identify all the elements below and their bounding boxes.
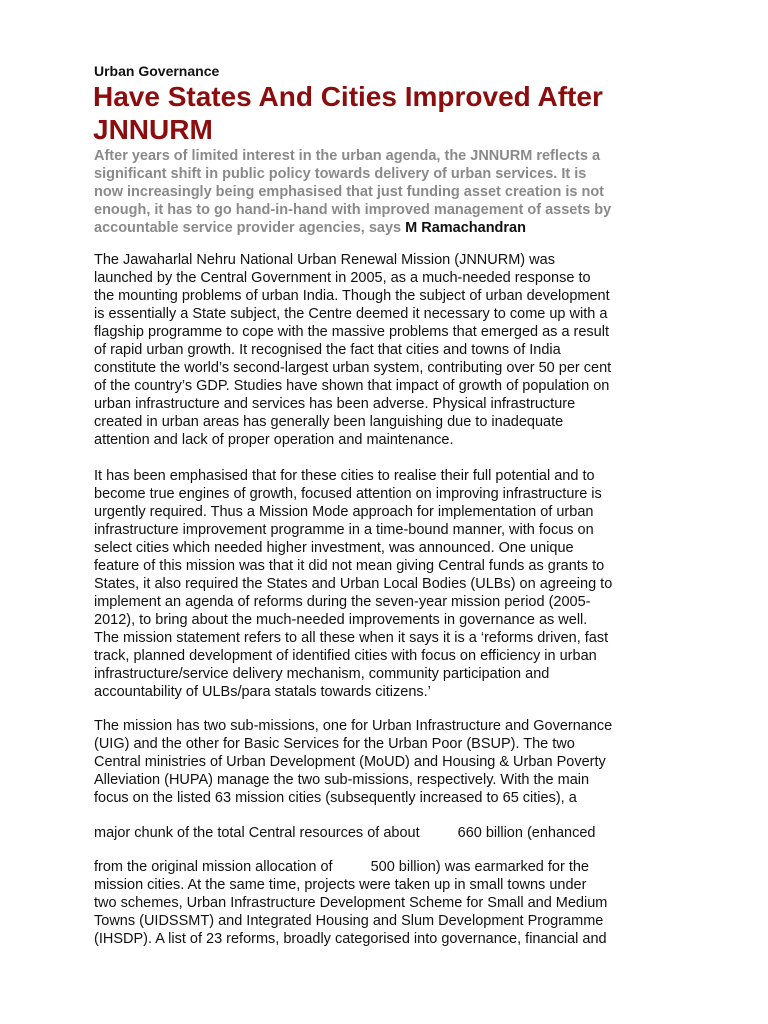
body-text: major chunk of the total Central resources of about xyxy=(94,825,420,841)
body-line: constitute the world’s second-largest urban system, contributing over 50 per cent xyxy=(94,360,612,376)
author-name: M Ramachandran xyxy=(405,220,526,236)
body-line: select cities which needed higher investment, was announced. One unique xyxy=(94,540,574,556)
body-line: is essentially a State subject, the Centre deemed it necessary to come up with a xyxy=(94,306,608,322)
lede-line: significant shift in public policy towards delivery of urban services. It is xyxy=(94,166,587,182)
body-line: mission cities. At the same time, projects were taken up in small towns under xyxy=(94,877,587,893)
body-line: implement an agenda of reforms during the seven-year mission period (2005- xyxy=(94,594,591,610)
body-line: The mission statement refers to all these when it says it is a ‘reforms driven, fast xyxy=(94,630,609,646)
body-line xyxy=(94,824,654,842)
article-title xyxy=(93,80,693,146)
body-line: two schemes, Urban Infrastructure Development Scheme for Small and Medium xyxy=(94,895,608,911)
lede-line: now increasingly being emphasised that just funding asset creation is not xyxy=(94,184,605,200)
body-line: attention and lack of proper operation and maintenance. xyxy=(94,432,454,448)
body-line: Towns (UIDSSMT) and Integrated Housing and Slum Development Programme xyxy=(94,913,604,929)
body-line: 2012), to bring about the much-needed improvements in governance as well. xyxy=(94,612,588,628)
body-line: urgently required. Thus a Mission Mode approach for implementation of urban xyxy=(94,504,594,520)
body-line: infrastructure improvement programme in a time-bound manner, with focus on xyxy=(94,522,594,538)
body-line: launched by the Central Government in 2005, as a much-needed response to xyxy=(94,270,591,286)
body-line: track, planned development of identified cities with focus on efficiency in urban xyxy=(94,648,597,664)
body-line: the mounting problems of urban India. Though the subject of urban development xyxy=(94,288,610,304)
title-line: JNNURM xyxy=(93,114,213,145)
section-label: Urban Governance xyxy=(94,63,220,79)
body-line: accountability of ULBs/para statals towards citizens.’ xyxy=(94,684,431,700)
body-line: Alleviation (HUPA) manage the two sub-missions, respectively. With the main xyxy=(94,772,590,788)
body-line: flagship programme to cope with the massive problems that emerged as a result xyxy=(94,324,609,340)
article-lede xyxy=(94,147,654,237)
body-line: of the country’s GDP. Studies have shown that impact of growth of population on xyxy=(94,378,610,394)
body-text: 500 billion) was earmarked for the xyxy=(370,859,589,875)
paragraph-2 xyxy=(94,467,654,701)
body-text: from the original mission allocation of xyxy=(94,859,333,875)
body-line: urban infrastructure and services has been adverse. Physical infrastructure xyxy=(94,396,576,412)
paragraph-5 xyxy=(94,858,654,948)
body-line: feature of this mission was that it did not mean giving Central funds as grants to xyxy=(94,558,605,574)
body-line: (IHSDP). A list of 23 reforms, broadly categorised into governance, financial and xyxy=(94,931,607,947)
lede-line-last xyxy=(94,219,654,237)
body-line: of rapid urban growth. It recognised the fact that cities and towns of India xyxy=(94,342,561,358)
paragraph-1 xyxy=(94,251,654,449)
title-line: Have States And Cities Improved After xyxy=(93,81,603,112)
body-line xyxy=(94,858,654,876)
body-line: created in urban areas has generally been languishing due to inadequate xyxy=(94,414,564,430)
body-line: infrastructure/service delivery mechanism, community participation and xyxy=(94,666,550,682)
lede-line: After years of limited interest in the urban agenda, the JNNURM reflects a xyxy=(94,148,601,164)
body-line: The mission has two sub-missions, one for Urban Infrastructure and Governance xyxy=(94,718,613,734)
body-line: focus on the listed 63 mission cities (subsequently increased to 65 cities), a xyxy=(94,790,577,806)
lede-text: accountable service provider agencies, says xyxy=(94,220,402,236)
body-line: (UIG) and the other for Basic Services for the Urban Poor (BSUP). The two xyxy=(94,736,575,752)
paragraph-4 xyxy=(94,824,654,842)
body-line: become true engines of growth, focused attention on improving infrastructure is xyxy=(94,486,602,502)
paragraph-3 xyxy=(94,717,654,807)
body-line: States, it also required the States and Urban Local Bodies (ULBs) on agreeing to xyxy=(94,576,613,592)
body-line: The Jawaharlal Nehru National Urban Renewal Mission (JNNURM) was xyxy=(94,252,555,268)
body-line: Central ministries of Urban Development (MoUD) and Housing & Urban Poverty xyxy=(94,754,606,770)
lede-line: enough, it has to go hand-in-hand with improved management of assets by xyxy=(94,202,612,218)
body-text: 660 billion (enhanced xyxy=(457,825,596,841)
body-line: It has been emphasised that for these cities to realise their full potential and to xyxy=(94,468,595,484)
